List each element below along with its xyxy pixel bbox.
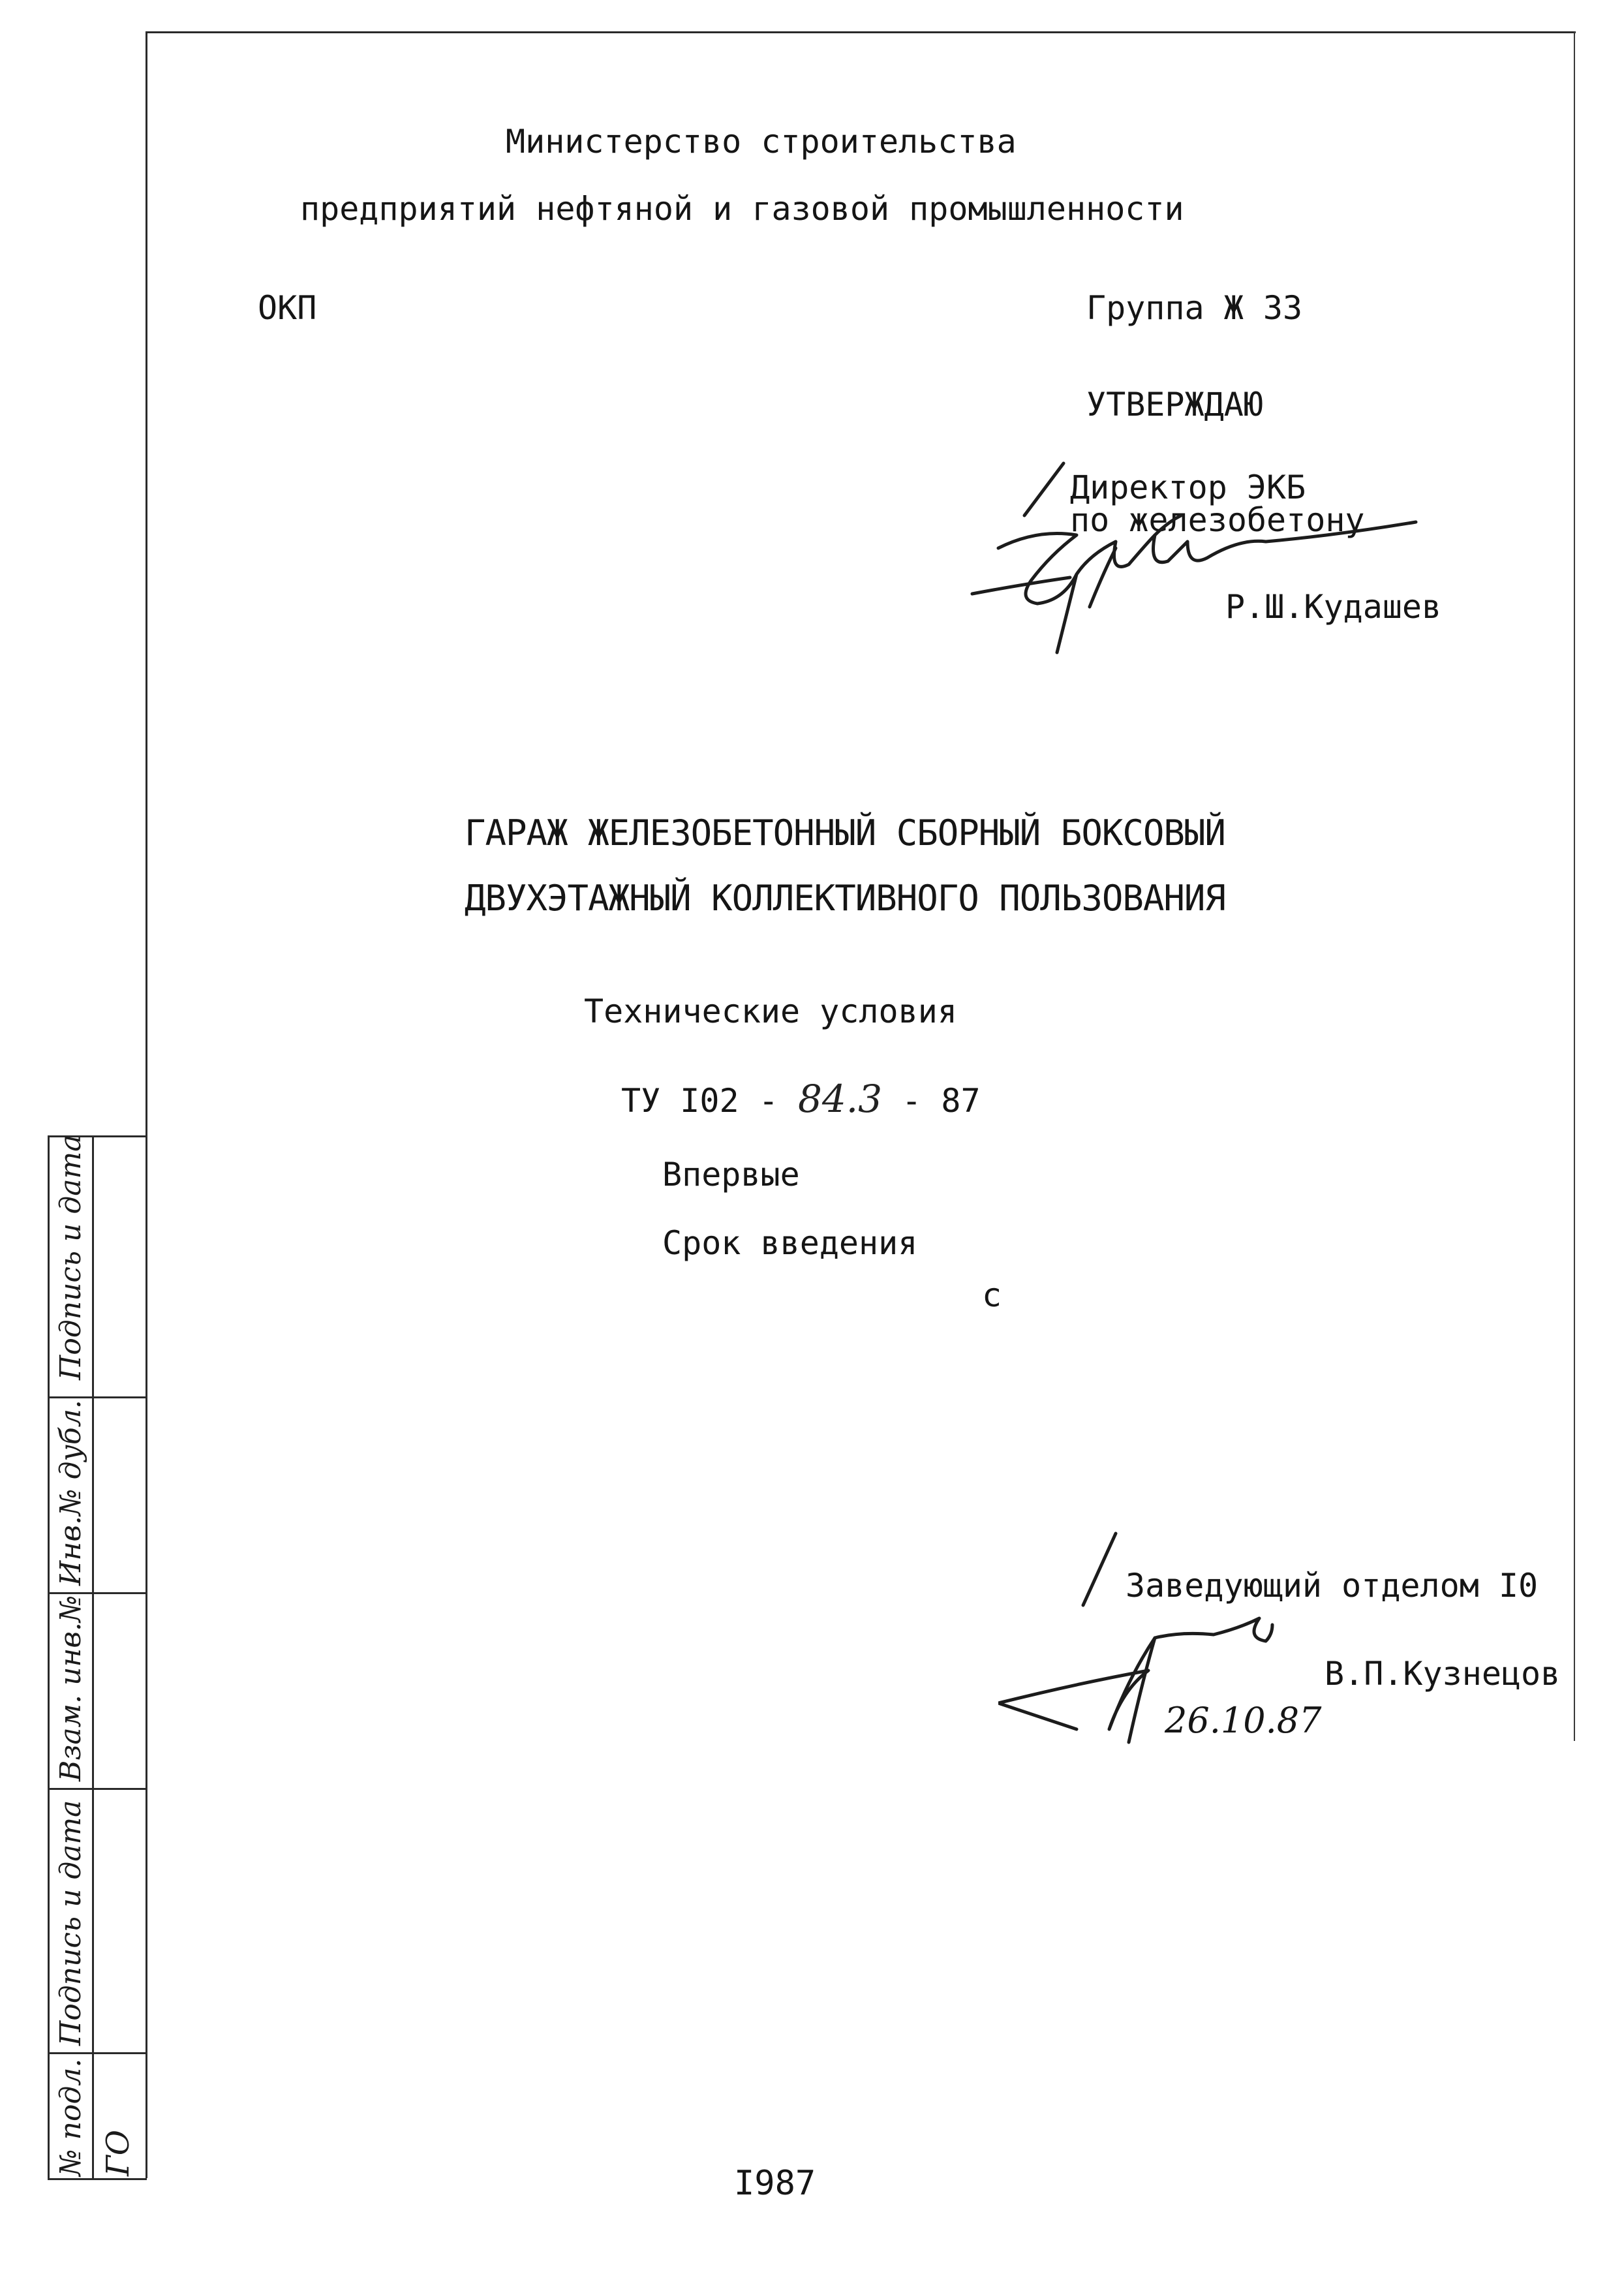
director-signature bbox=[959, 444, 1546, 659]
stamp-label-orig-number: № подл. bbox=[54, 2058, 87, 2176]
signature-date: 26.10.87 bbox=[1165, 1700, 1322, 1741]
stamp-label-signature-date-top: Подпись и дата bbox=[54, 1134, 87, 1380]
stamp-outer-line bbox=[48, 1135, 50, 2179]
stamp-inner-line bbox=[92, 1135, 94, 2179]
director-name: Р.Ш.Кудашев bbox=[1225, 588, 1442, 626]
document-title-line-1: ГАРАЖ ЖЕЛЕЗОБЕТОННЫЙ СБОРНЫЙ БОКСОВЫЙ bbox=[465, 812, 1225, 854]
stamp-bottom-line bbox=[48, 2178, 147, 2180]
head-dept-title: Заведующий отделом I0 bbox=[1126, 1567, 1539, 1605]
frame-right-line bbox=[1574, 31, 1575, 1741]
tu-suffix: - 87 bbox=[882, 1082, 981, 1120]
tu-number: 84.3 bbox=[797, 1077, 883, 1121]
group-label: Группа Ж 33 bbox=[1086, 289, 1303, 327]
stamp-divider-1 bbox=[48, 1396, 147, 1398]
stamp-divider-2 bbox=[48, 1592, 147, 1594]
document-title-line-2: ДВУХЭТАЖНЫЙ КОЛЛЕКТИВНОГО ПОЛЬЗОВАНИЯ bbox=[465, 878, 1225, 919]
tu-prefix: ТУ I02 - bbox=[621, 1082, 798, 1120]
stamp-label-signature-date-bottom: Подпись и дата bbox=[54, 1800, 87, 2046]
document-year: I987 bbox=[734, 2164, 816, 2203]
stamp-label-replace-inv: Взам. инв.№ bbox=[54, 1595, 87, 1781]
archive-stamp-margin bbox=[48, 1135, 147, 2179]
stamp-orig-number-value: ГО bbox=[100, 2129, 136, 2176]
stamp-divider-3 bbox=[48, 1788, 147, 1790]
first-issue-label: Впервые bbox=[662, 1156, 800, 1193]
head-name: В.П.Кузнецов bbox=[1325, 1655, 1561, 1693]
stamp-divider-4 bbox=[48, 2052, 147, 2054]
term-from: с bbox=[982, 1276, 1002, 1314]
director-title-line-2: по железобетону bbox=[1070, 501, 1365, 539]
ministry-line-2: предприятий нефтяной и газовой промышленности bbox=[300, 190, 1184, 228]
ministry-line-1: Министерство строительства bbox=[506, 123, 1017, 161]
frame-top-line bbox=[147, 31, 1576, 33]
stamp-label-inv-dupl: Инв.№ дубл. bbox=[54, 1400, 87, 1586]
spec-type: Технические условия bbox=[584, 993, 957, 1030]
term-label: Срок введения bbox=[662, 1224, 918, 1262]
okp-label: ОКП bbox=[258, 289, 317, 327]
director-title-line-1: Директор ЭКБ bbox=[1070, 469, 1306, 506]
tu-designation bbox=[621, 1077, 981, 1121]
approve-label: УТВЕРЖДАЮ bbox=[1086, 386, 1263, 423]
